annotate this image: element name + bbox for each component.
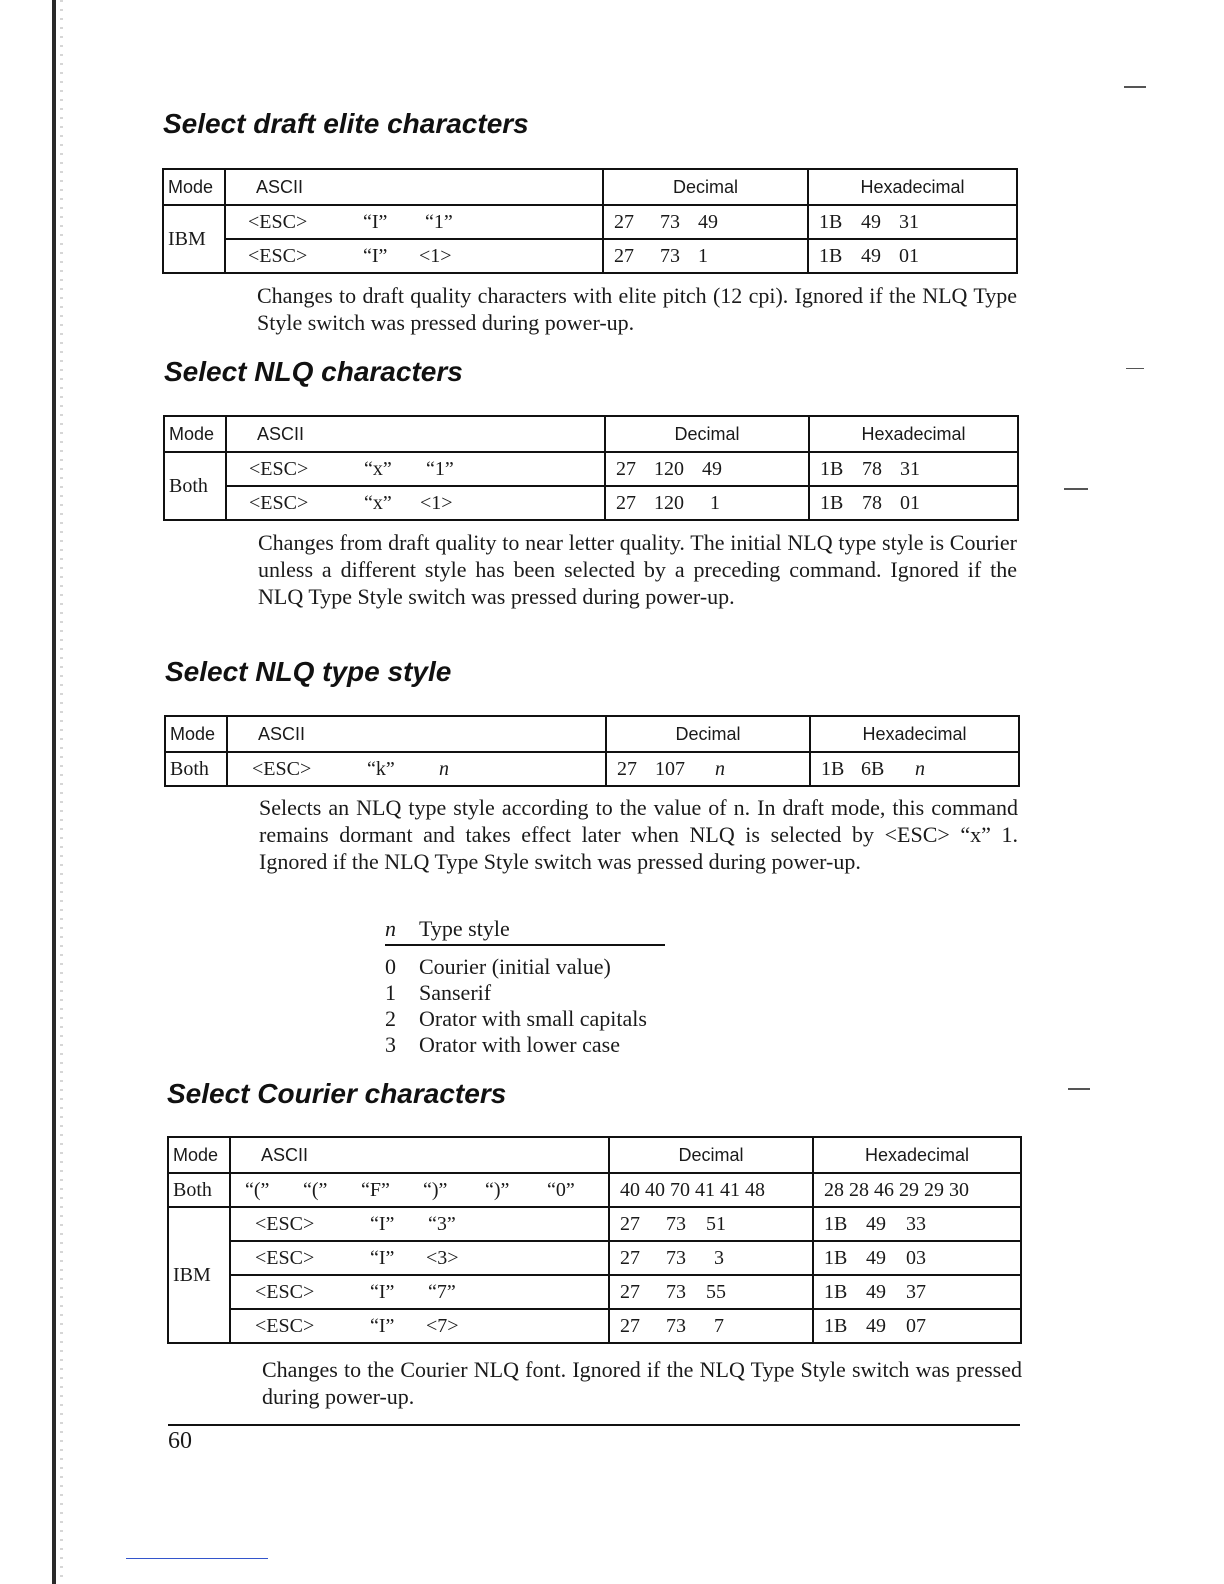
type-style-row: 0 Courier (initial value)	[385, 954, 611, 979]
section-description: Changes to the Courier NLQ font. Ignored if the NLQ Type Style switch was pressed during power-up.	[262, 1357, 1022, 1409]
header-mode: Mode	[164, 416, 226, 452]
decimal-cell: 27 73 51	[609, 1207, 813, 1241]
mode-cell: IBM	[163, 205, 225, 273]
ascii-cell: <ESC> “I” <3>	[230, 1241, 609, 1275]
footer-rule	[168, 1424, 1020, 1426]
command-table	[163, 415, 1019, 521]
header-mode: Mode	[163, 169, 225, 205]
header-hex: Hexadecimal	[813, 1137, 1021, 1173]
ascii-cell: <ESC> “I” <7>	[230, 1309, 609, 1343]
binding-edge	[52, 0, 56, 1584]
type-style-table	[385, 914, 665, 1058]
header-decimal: Decimal	[603, 169, 808, 205]
header-decimal: Decimal	[606, 716, 810, 752]
binding-texture	[60, 0, 63, 1584]
ascii-cell: <ESC> “I” “7”	[230, 1275, 609, 1309]
header-decimal: Decimal	[605, 416, 809, 452]
decimal-cell: 27 107 n	[606, 752, 810, 786]
decimal-cell: 27 73 49	[603, 205, 808, 239]
hex-cell: 1B 49 03	[813, 1241, 1021, 1275]
scan-artifact-line	[126, 1558, 268, 1559]
margin-mark	[1124, 86, 1146, 88]
margin-mark	[1064, 488, 1088, 490]
decimal-cell: 27 73 55	[609, 1275, 813, 1309]
mode-cell: Both	[168, 1173, 230, 1207]
decimal-cell: 27 120 1	[605, 486, 809, 520]
ascii-cell: <ESC> “I” “3”	[230, 1207, 609, 1241]
decimal-cell: 40 40 70 41 41 48	[609, 1173, 813, 1207]
margin-mark	[1126, 368, 1144, 369]
ascii-cell: <ESC> “k” n	[227, 752, 606, 786]
command-table	[167, 1136, 1022, 1344]
command-table	[164, 715, 1020, 787]
header-hex: Hexadecimal	[808, 169, 1017, 205]
header-mode: Mode	[168, 1137, 230, 1173]
header-decimal: Decimal	[609, 1137, 813, 1173]
header-ascii: ASCII	[230, 1137, 609, 1173]
margin-mark	[1068, 1088, 1090, 1090]
ascii-cell: <ESC> “x” “1”	[226, 452, 605, 486]
section-description: Changes from draft quality to near letter quality. The initial NLQ type style is Courier unless a different style has been selected by a preceding command. Ignored if the NLQ Type Style switch was pressed during power-up.	[258, 530, 1017, 609]
section-title: Select draft elite characters	[163, 108, 529, 139]
section-title: Select Courier characters	[167, 1078, 507, 1109]
ascii-cell: <ESC> “x” <1>	[226, 486, 605, 520]
header-ascii: ASCII	[226, 416, 605, 452]
command-table	[162, 168, 1018, 274]
hex-cell: 1B 49 31	[808, 205, 1017, 239]
header-hex: Hexadecimal	[809, 416, 1018, 452]
section-title: Select NLQ type style	[165, 656, 452, 687]
hex-cell: 1B 49 37	[813, 1275, 1021, 1309]
header-mode: Mode	[165, 716, 227, 752]
hex-cell: 1B 6B n	[810, 752, 1019, 786]
type-style-header: n Type style	[385, 914, 665, 946]
decimal-cell: 27 73 1	[603, 239, 808, 273]
section-description: Selects an NLQ type style according to the value of n. In draft mode, this command remains dormant and takes effect later when NLQ is selected by <ESC> “x” 1. Ignored if the NLQ Type Style switch was pressed during power-up.	[259, 795, 1018, 874]
hex-cell: 1B 49 33	[813, 1207, 1021, 1241]
mode-cell: Both	[165, 752, 227, 786]
header-hex: Hexadecimal	[810, 716, 1019, 752]
header-ascii: ASCII	[227, 716, 606, 752]
mode-cell: IBM	[168, 1207, 230, 1343]
header-ascii: ASCII	[225, 169, 603, 205]
section-title: Select NLQ characters	[164, 356, 463, 387]
ascii-cell: <ESC> “I” <1>	[225, 239, 603, 273]
hex-cell: 1B 78 31	[809, 452, 1018, 486]
hex-cell: 1B 78 01	[809, 486, 1018, 520]
hex-cell: 1B 49 01	[808, 239, 1017, 273]
decimal-cell: 27 73 7	[609, 1309, 813, 1343]
decimal-cell: 27 120 49	[605, 452, 809, 486]
ascii-cell: “(” “(” “F” “)” “)” “0”	[230, 1173, 609, 1207]
section-description: Changes to draft quality characters with elite pitch (12 cpi). Ignored if the NLQ Type Style switch was pressed during power-up.	[257, 283, 1017, 335]
type-style-row: 2 Orator with small capitals	[385, 1006, 647, 1031]
type-style-row: 1 Sanserif	[385, 980, 492, 1005]
mode-cell: Both	[164, 452, 226, 520]
hex-cell: 1B 49 07	[813, 1309, 1021, 1343]
page-number: 60	[168, 1428, 192, 1454]
ascii-cell: <ESC> “I” “1”	[225, 205, 603, 239]
decimal-cell: 27 73 3	[609, 1241, 813, 1275]
type-style-row: 3 Orator with lower case	[385, 1032, 620, 1057]
hex-cell: 28 28 46 29 29 30	[813, 1173, 1021, 1207]
